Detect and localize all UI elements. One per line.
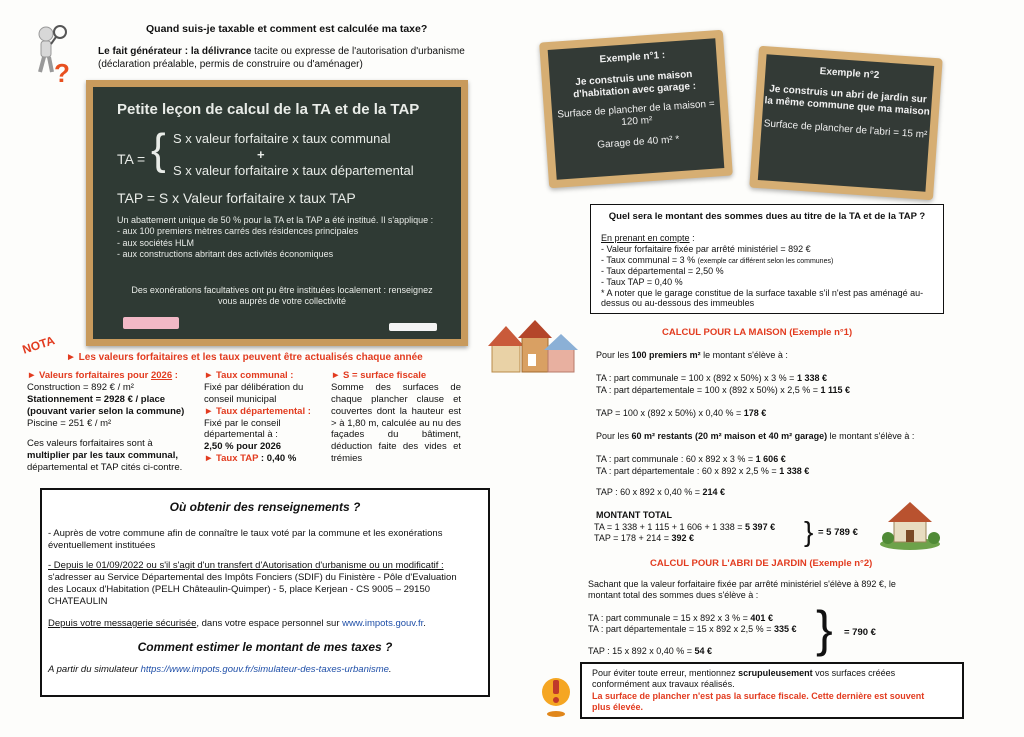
info-commune: - Auprès de votre commune afin de connaître le taux voté par la commune et les exonérations éventuellement instituées [48,528,443,551]
example-2-board: Exemple n°2 Je construis un abri de jardin sur la même commune que ma maison Surface de plancher de l'abri = 15 m² [749,46,942,200]
abri-title: CALCUL POUR L'ABRI DE JARDIN (Exemple n°2) [650,558,873,569]
surface-fiscale-column: ► S = surface fiscale Somme des surfaces de chaque plancher clause et couvertes dont la hauteur est > à 1,80 m, calculée au nu des façades du bâtiment, déduction faite des vides et trémies [331,370,461,465]
lesson-chalkboard [86,80,468,346]
simulateur-link[interactable]: https://www.impots.gouv.fr/simulateur-des-taxes-urbanisme [140,664,389,675]
maison-grand-total: = 5 789 € [818,527,858,538]
ta-formula-2: S x valeur forfaitaire x taux départemental [173,163,414,178]
thinking-figure-icon [24,22,76,84]
info-messagerie: Depuis votre messagerie sécurisée, dans votre espace personnel sur www.impots.gouv.fr. [48,618,426,629]
info-simulateur: A partir du simulateur https://www.impots.gouv.fr/simulateur-des-taxes-urbanisme. [48,664,392,675]
info-box [40,488,490,697]
question-title: Quand suis-je taxable et comment est calculée ma taxe? [146,23,428,35]
example-1-board: Exemple n°1 : Je construis une maison d'habitation avec garage : Surface de plancher de la maison = 120 m² Garage de 40 m² * [539,30,733,188]
maison-title: CALCUL POUR LA MAISON (Exemple n°1) [662,327,853,338]
question-box: Quel sera le montant des sommes dues au titre de la TA et de la TAP ? En prenant en compte : - Valeur forfaitaire fixée par arrêté ministériel = 892 € - Taux communal = 3 % (exemple car différent selon les communes) - Taux départemental = 2,50 % - Taux TAP = 0,40 % * A noter que le garage constitue de la surface taxable s'il n'est pas aménagé au-dessus ou au-dessous des immeubles [590,204,944,314]
svg-text:?: ? [54,58,70,84]
ta-formula-1: S x valeur forfaitaire x taux communal [173,131,391,146]
valeurs-forfaitaires: ► Valeurs forfaitaires pour 2026 : Construction = 892 € / m² Stationnement = 2928 € / place (pouvant varier selon la commune) Piscine = 251 € / m² Ces valeurs forfaitaires sont à multiplier par les taux communal, départemental et TAP cités ci-contre. [27,370,185,474]
estimate-title: Comment estimer le montant de mes taxes ? [137,640,393,654]
abattement-text: Un abattement unique de 50 % pour la TA et la TAP a été institué. Il s'applique : - aux 100 premiers mètres carrés des résidences principales - aux sociétés HLM - aux constructions abritant des activités économiques [117,215,434,259]
warning-box: Pour éviter toute erreur, mentionnez scrupuleusement vos surfaces créées conformément aux travaux réalisés. La surface de plancher n'est pas la surface fiscale. Cette dernière est souvent plus élevée. [580,662,964,719]
exclamation-icon [536,670,576,720]
maison-calc: Pour les 100 premiers m² le montant s'élève à : TA : part communale = 100 x (892 x 50%) x 3 % = 1 338 € TA : part départementale = 100 x (892 x 50%) x 2,5 % = 1 115 € TAP = 100 x (892 x 50%) x 0,40 % = 178 € Pour les 60 m² restants (20 m² maison et 40 m² garage) le montant s'élève à : TA : part communale : 60 x 892 x 3 % = 1 606 € TA : part départementale : 60 x 892 x 2,5 % = 1 338 € TAP : 60 x 892 x 0,40 % = 214 € MONTANT TOTAL [596,350,915,520]
taux-column: ► Taux communal : Fixé par délibération du conseil municipal ► Taux départemental : Fixé par le conseil départemental à : 2,50 % pour 2026 ► Taux TAP : 0,40 % [204,370,311,465]
nota-line: ► Les valeurs forfaitaires et les taux peuvent être actualisés chaque année [66,352,423,363]
fait-generateur: Le fait générateur : la délivrance tacite ou expresse de l'autorisation d'urbanisme (déclaration préalable, permis de construire ou d'aménager) [98,46,465,70]
abri-brace: } [816,601,833,657]
brace: { [151,125,166,174]
impots-link[interactable]: www.impots.gouv.fr [342,618,424,629]
abri-total: = 790 € [844,627,876,638]
info-title: Où obtenir des renseignements ? [169,500,361,514]
abri-intro: Sachant que la valeur forfaitaire fixée par arrêté ministériel s'élève à 892 €, le montant total des sommes dues s'élève à : [588,579,896,601]
exonerations-text: Des exonérations facultatives ont pu être instituées localement : renseignez vous auprès de votre collectivité [131,285,433,307]
board-title: Petite leçon de calcul de la TA et de la TAP [117,101,420,118]
maison-total-lines: TA = 1 338 + 1 115 + 1 606 + 1 338 = 5 397 € TAP = 178 + 214 = 392 € [594,522,776,544]
plus-sign: + [257,147,265,162]
nota-label: NOTA [20,333,57,357]
abri-calc: TA : part communale = 15 x 892 x 3 % = 401 € TA : part départementale = 15 x 892 x 2,5 % = 335 € TAP : 15 x 892 x 0,40 % = 54 € [588,613,797,656]
chalk [389,323,437,331]
house-money-icon [482,314,582,376]
eraser [123,317,179,329]
total-brace: } [804,516,814,547]
info-sdif: - Depuis le 01/09/2022 ou s'il s'agit d'un transfert d'Autorisation d'urbanisme ou un modificatif : s'adresser au Service Départemental des Impôts Fonciers (SDIF) du Finistère - Pôle d'Evaluation des Locaux d'Habitation (PELH Châteaulin-Quimper) - 5, place Kerjean - CS 9005 – 29150 CHATEAULIN [48,560,457,607]
ta-label: TA = [117,151,146,167]
garden-house-icon [880,498,942,550]
tap-formula: TAP = S x Valeur forfaitaire x taux TAP [117,190,356,206]
